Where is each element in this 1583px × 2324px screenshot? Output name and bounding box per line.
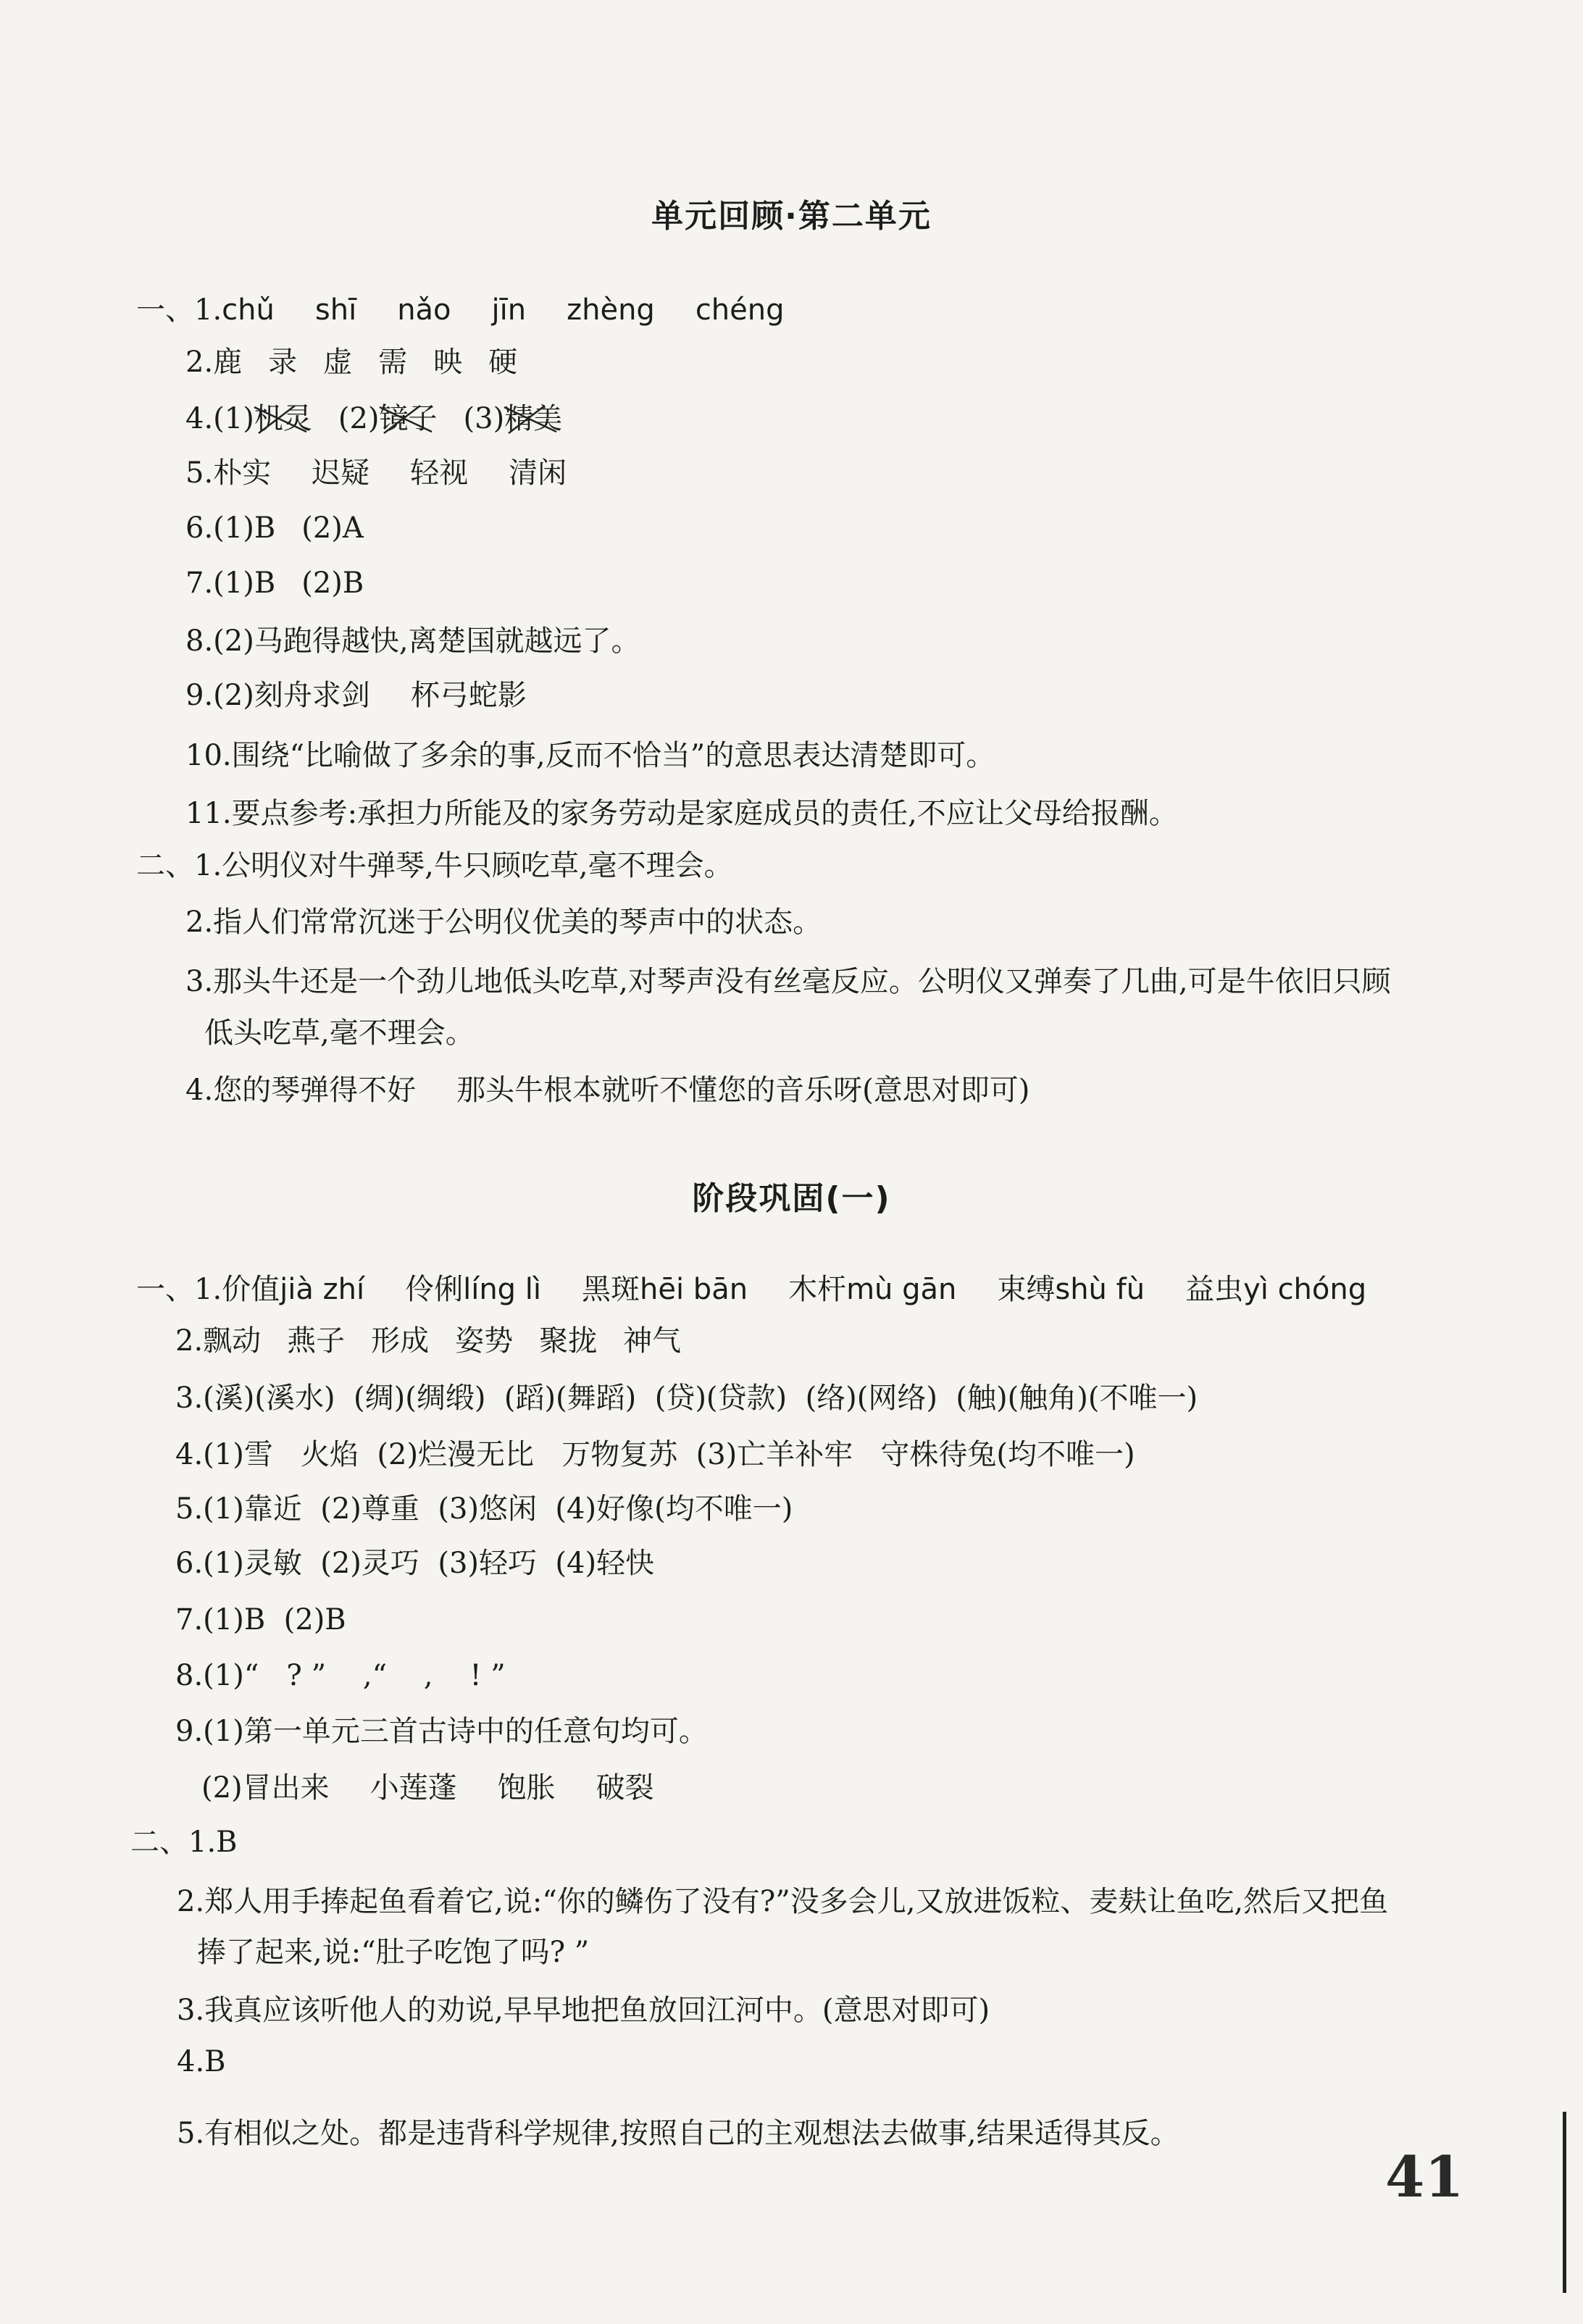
answer-3-4: 4.(1)雪 火焰 (2)烂漫无比 万物复苏 (3)亡羊补牢 守株待兔(均不唯一) [175, 1438, 1135, 1471]
answer-3-2: 2.飘动 燕子 形成 姿势 聚拢 神气 [175, 1324, 682, 1358]
answer-3-9-1: 9.(1)第一单元三首古诗中的任意句均可。 [175, 1715, 708, 1748]
crossed-word: 镜子 [380, 398, 438, 439]
answer-4-2-line2: 捧了起来,说:“肚子吃饱了吗? ” [197, 1936, 590, 1969]
answer-4-1: 二、1.B [130, 1826, 238, 1859]
answer-1-11: 11.要点参考:承担力所能及的家务劳动是家庭成员的责任,不应让父母给报酬。 [185, 797, 1178, 830]
answer-1-1: 一、1.chǔ shī nǎo jīn zhèng chéng [136, 293, 785, 327]
page-edge-line [1563, 2112, 1566, 2293]
answer-3-8: 8.(1)“ ? ” ,“ , ! ” [175, 1659, 506, 1692]
answer-3-6: 6.(1)灵敏 (2)灵巧 (3)轻巧 (4)轻快 [175, 1547, 655, 1580]
answer-1-2: 2.鹿 录 虚 需 映 硬 [185, 346, 518, 379]
answer-4-3: 3.我真应该听他人的劝说,早早地把鱼放回江河中。(意思对即可) [177, 1994, 990, 2027]
answer-3-1: 一、1.价值jià zhí 伶俐líng lì 黑斑hēi bān 木杆mù gān 束缚shù fù 益虫yì chóng [136, 1273, 1367, 1306]
strike-mark-icon [377, 403, 435, 435]
answer-1-9: 9.(2)刻舟求剑 杯弓蛇影 [185, 679, 527, 712]
section-title-unit-review: 单元回顾·第二单元 [651, 198, 932, 235]
answer-3-3: 3.(溪)(溪水) (绸)(绸缎) (蹈)(舞蹈) (贷)(贷款) (络)(网络) (触)(触角)(不唯一) [175, 1382, 1198, 1415]
strike-mark-icon [251, 403, 309, 435]
crossed-word: 机灵 [254, 398, 312, 439]
page-number: 41 [1385, 2144, 1464, 2210]
strike-mark-icon [501, 403, 559, 435]
answer-1-4: 4.(1)机灵 (2)镜子 (3)精美 [185, 398, 562, 439]
answer-2-4: 4.您的琴弹得不好 那头牛根本就听不懂您的音乐呀(意思对即可) [185, 1074, 1030, 1107]
answer-2-3-line2: 低头吃草,毫不理会。 [204, 1016, 475, 1050]
answer-4-2-line1: 2.郑人用手捧起鱼看着它,说:“你的鳞伤了没有?”没多会儿,又放进饭粒、麦麸让鱼吃,然后又把鱼 [177, 1885, 1389, 1918]
answer-3-9-2: (2)冒出来 小莲蓬 饱胀 破裂 [201, 1771, 654, 1805]
answer-2-1: 二、1.公明仪对牛弹琴,牛只顾吃草,毫不理会。 [136, 849, 733, 882]
answer-3-5: 5.(1)靠近 (2)尊重 (3)悠闲 (4)好像(均不唯一) [175, 1492, 793, 1526]
answer-1-10: 10.围绕“比喻做了多余的事,反而不恰当”的意思表达清楚即可。 [185, 739, 995, 772]
crossed-word: 精美 [504, 398, 562, 439]
answer-3-7: 7.(1)B (2)B [175, 1603, 346, 1637]
section-title-stage-review: 阶段巩固(一) [692, 1180, 891, 1217]
answer-2-3-line1: 3.那头牛还是一个劲儿地低头吃草,对琴声没有丝毫反应。公明仪又弹奏了几曲,可是牛依旧只顾 [185, 965, 1391, 998]
answer-4-5: 5.有相似之处。都是违背科学规律,按照自己的主观想法去做事,结果适得其反。 [177, 2117, 1179, 2150]
answer-1-7: 7.(1)B (2)B [185, 567, 364, 600]
answer-2-2: 2.指人们常常沉迷于公明仪优美的琴声中的状态。 [185, 906, 822, 939]
answer-1-6: 6.(1)B (2)A [185, 511, 364, 545]
answer-1-8: 8.(2)马跑得越快,离楚国就越远了。 [185, 624, 640, 658]
answer-1-5: 5.朴实 迟疑 轻视 清闲 [185, 456, 567, 490]
answer-4-4: 4.B [177, 2045, 226, 2078]
